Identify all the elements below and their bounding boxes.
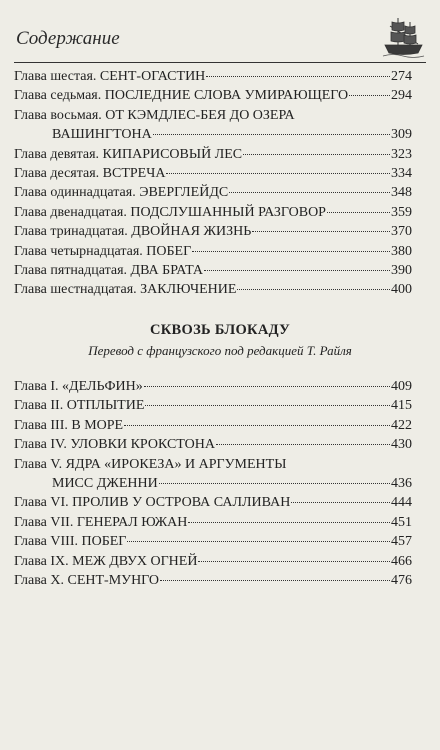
- toc-entry-page: 390: [391, 262, 412, 278]
- toc-entry[interactable]: [14, 416, 412, 435]
- leader-dots: [349, 94, 390, 96]
- toc-entry-page: 457: [391, 534, 412, 550]
- toc-entry-page: 422: [391, 417, 412, 433]
- leader-dots: [192, 250, 390, 252]
- toc-entry-title: Глава IX. МЕЖ ДВУХ ОГНЕЙ: [14, 553, 198, 569]
- leader-dots: [159, 482, 390, 484]
- toc-entry-page: 466: [391, 553, 412, 569]
- toc-entry[interactable]: [14, 164, 412, 183]
- running-header: [14, 20, 426, 63]
- toc-entry[interactable]: [14, 455, 412, 494]
- toc-entry-title: Глава I. «ДЕЛЬФИН»: [14, 379, 143, 394]
- toc-entry-page: 400: [391, 282, 412, 298]
- leader-dots: [145, 404, 390, 406]
- toc-entry[interactable]: [14, 280, 412, 299]
- toc-entry-page: 294: [391, 88, 412, 104]
- toc-entry-title: Глава одиннадцатая. ЭВЕРГЛЕЙДС: [14, 185, 229, 201]
- toc-entry-title: Глава восьмая. ОТ КЭМДЛЕС-БЕЯ ДО ОЗЕРА: [14, 107, 295, 123]
- section-subtitle: Перевод с французского под редакцией Т. Райля: [88, 343, 352, 358]
- toc-entry-page: 380: [391, 243, 412, 259]
- toc-entry-title: Глава двенадцатая. ПОДСЛУШАННЫЙ РАЗГОВОР: [14, 204, 326, 220]
- toc-entry-page: 415: [391, 398, 412, 414]
- toc-entry[interactable]: [14, 493, 412, 512]
- toc-entry[interactable]: [14, 532, 412, 551]
- toc-entry[interactable]: [14, 145, 412, 164]
- toc-entry[interactable]: [14, 67, 412, 86]
- toc-entry[interactable]: [14, 435, 412, 454]
- toc-entry[interactable]: [14, 203, 412, 222]
- toc-entry-title: Глава V. ЯДРА «ИРОКЕЗА» И АРГУМЕНТЫ: [14, 456, 287, 472]
- toc-entry[interactable]: [14, 571, 412, 590]
- toc-entry-page: 476: [391, 572, 412, 588]
- toc-entry[interactable]: [14, 261, 412, 280]
- toc-entry-title: Глава пятнадцатая. ДВА БРАТА: [14, 262, 204, 278]
- leader-dots: [327, 211, 390, 213]
- leader-dots: [252, 230, 390, 232]
- header-title: Содержание: [16, 28, 120, 49]
- contents-list-2: [14, 377, 412, 590]
- leader-dots: [243, 153, 390, 155]
- leader-dots: [198, 560, 390, 562]
- toc-entry-title: Глава четырнадцатая. ПОБЕГ: [14, 243, 192, 259]
- toc-entry-title: Глава шестнадцатая. ЗАКЛЮЧЕНИЕ: [14, 282, 237, 298]
- toc-entry-title: Глава IV. УЛОВКИ КРОКСТОНА: [14, 437, 216, 453]
- sailing-ship-icon: [382, 14, 426, 60]
- toc-entry-title: Глава девятая. КИПАРИСОВЫЙ ЛЕС: [14, 146, 243, 162]
- toc-entry-page: 348: [391, 185, 412, 201]
- toc-entry[interactable]: [14, 86, 412, 105]
- leader-dots: [153, 133, 390, 135]
- toc-entry-title: Глава X. СЕНТ-МУНГО: [14, 572, 160, 588]
- toc-entry-title-continued: МИСС ДЖЕННИ: [52, 475, 158, 491]
- toc-entry-title: Глава VII. ГЕНЕРАЛ ЮЖАН: [14, 514, 188, 530]
- toc-entry-page: 430: [391, 437, 412, 453]
- toc-entry-title: Глава десятая. ВСТРЕЧА: [14, 165, 166, 181]
- toc-entry-page: 444: [391, 495, 412, 511]
- toc-entry-page: 323: [391, 146, 412, 162]
- toc-entry[interactable]: [14, 183, 412, 202]
- leader-dots: [127, 540, 390, 542]
- toc-entry-title: Глава тринадцатая. ДВОЙНАЯ ЖИЗНЬ: [14, 224, 252, 240]
- leader-dots: [291, 501, 390, 503]
- toc-entry-title: Глава VIII. ПОБЕГ: [14, 534, 127, 550]
- toc-entry-title: Глава седьмая. ПОСЛЕДНИЕ СЛОВА УМИРАЮЩЕГО: [14, 88, 349, 104]
- toc-entry-title: Глава III. В МОРЕ: [14, 417, 124, 433]
- section-title: СКВОЗЬ БЛОКАДУ: [149, 322, 291, 338]
- toc-entry-page: 359: [391, 204, 412, 220]
- toc-entry[interactable]: [14, 513, 412, 532]
- toc-entry[interactable]: [14, 552, 412, 571]
- leader-dots: [204, 269, 390, 271]
- leader-dots: [229, 191, 390, 193]
- toc-entry[interactable]: [14, 377, 412, 396]
- leader-dots: [206, 75, 390, 77]
- toc-entry-page: 309: [391, 127, 412, 143]
- leader-dots: [160, 579, 390, 581]
- toc-entry-title: Глава II. ОТПЛЫТИЕ: [14, 398, 145, 414]
- toc-entry-page: 409: [391, 379, 412, 394]
- toc-entry[interactable]: [14, 396, 412, 415]
- leader-dots: [144, 385, 390, 387]
- leader-dots: [237, 288, 390, 290]
- toc-entry[interactable]: [14, 106, 412, 145]
- leader-dots: [216, 443, 390, 445]
- toc-entry-page: 451: [391, 514, 412, 530]
- leader-dots: [124, 424, 390, 426]
- toc-entry[interactable]: [14, 242, 412, 261]
- toc-entry-page: 334: [391, 165, 412, 181]
- leader-dots: [188, 521, 390, 523]
- toc-entry-page: 370: [391, 224, 412, 240]
- toc-entry[interactable]: [14, 222, 412, 241]
- contents-list-1: [14, 67, 412, 300]
- leader-dots: [166, 172, 390, 174]
- toc-entry-title: Глава VI. ПРОЛИВ У ОСТРОВА САЛЛИВАН: [14, 495, 291, 511]
- toc-entry-title-continued: ВАШИНГТОНА: [52, 127, 152, 143]
- toc-entry-title: Глава шестая. СЕНТ-ОГАСТИН: [14, 69, 206, 84]
- toc-entry-page: 436: [391, 475, 412, 491]
- toc-entry-page: 274: [391, 69, 412, 84]
